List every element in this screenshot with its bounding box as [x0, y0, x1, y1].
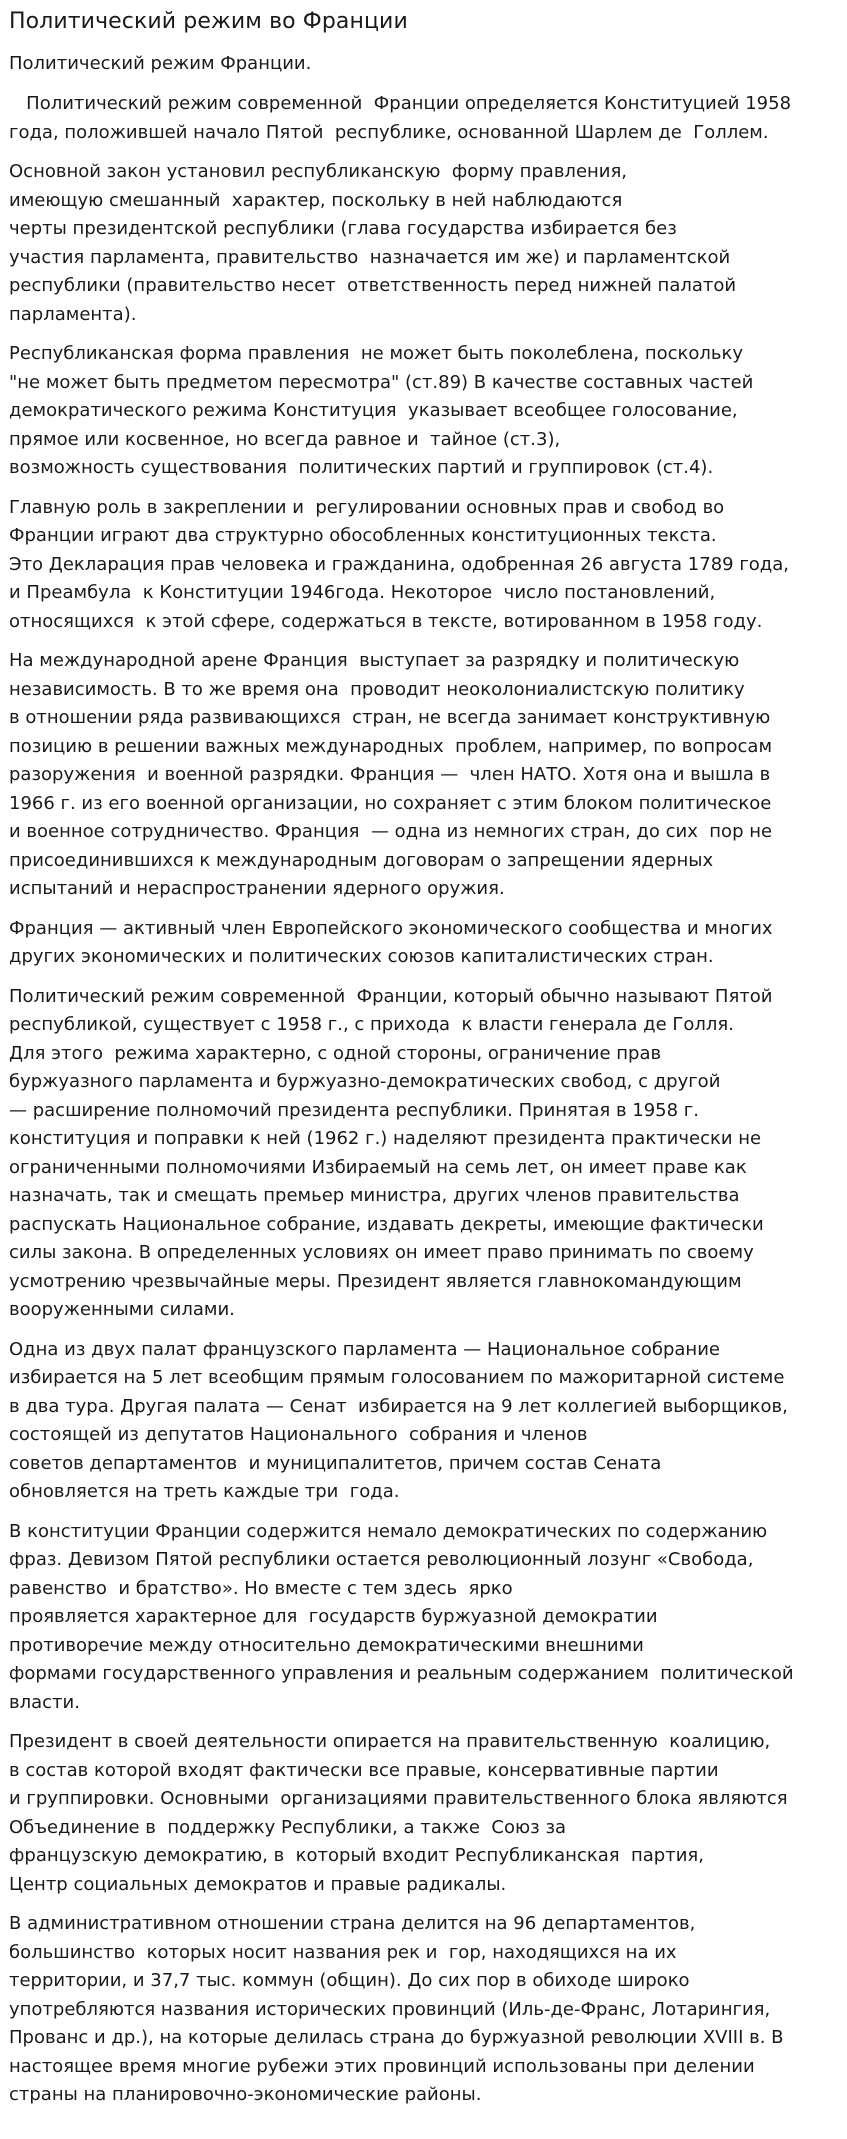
paragraph-line: возможность существования политических партий и группировок (ст.4).: [9, 457, 714, 478]
paragraph-line: года, положившей начало Пятой республике, основанной Шарлем де Голлем.: [9, 121, 769, 143]
paragraph-line: присоединившихся к международным договорам о запрещении ядерных: [9, 849, 714, 871]
paragraph-line: независимость. В то же время она проводит неоколониалистскую политику: [9, 678, 745, 700]
paragraph-line: участия парламента, правительство назначается им же) и парламентской: [9, 246, 731, 268]
paragraph-line: Президент в своей деятельности опирается на правительственную коалицию,: [9, 1731, 771, 1752]
paragraph-line: Франции играют два структурно обособленных конституционных текста.: [9, 525, 717, 546]
paragraph: [9, 1518, 835, 1718]
paragraph-line: страны на планировочно-экономические районы.: [9, 2084, 482, 2105]
paragraph: [9, 647, 835, 904]
paragraph-line: — расширение полномочий президента республики. Принятая в 1958 г.: [9, 1099, 699, 1121]
paragraph-line: Это Декларация прав человека и гражданина, одобренная 26 августа 1789 года,: [9, 553, 790, 575]
paragraph: [9, 494, 835, 637]
paragraph-line: состоящей из депутатов Национального собрания и членов: [9, 1424, 588, 1445]
paragraph-line: Объединение в поддержку Республики, а также Союз за: [9, 1816, 567, 1838]
paragraph-line: прямое или косвенное, но всегда равное и тайное (ст.3),: [9, 428, 561, 450]
paragraph-line: советов департаментов и муниципалитетов, причем состав Сената: [9, 1452, 662, 1474]
paragraph-line: "не может быть предметом пересмотра" (ст.89) В качестве составных частей: [9, 371, 754, 393]
paragraph-line: Главную роль в закреплении и регулировании основных прав и свобод во: [9, 496, 725, 518]
paragraph-line: конституция и поправки к ней (1962 г.) наделяют президента практически не: [9, 1128, 762, 1149]
paragraph: [9, 158, 835, 329]
paragraph-line: относящихся к этой сфере, содержаться в тексте, вотированном в 1958 году.: [9, 610, 763, 632]
paragraph-line: 1966 г. из его военной организации, но сохраняет с этим блоком политическое: [9, 792, 772, 814]
paragraph: [9, 915, 835, 972]
paragraph-line: Политический режим современной Франции определяется Конституцией 1958: [9, 93, 792, 114]
paragraph-line: употребляются названия исторических провинций (Иль-де-Франс, Лотарингия,: [9, 1998, 771, 2020]
paragraph-line: На международной арене Франция выступает за разрядку и политическую: [9, 650, 740, 671]
paragraph-line: Франция — активный член Европейского экономического сообщества и многих: [9, 917, 773, 939]
paragraph-line: в отношении ряда развивающихся стран, не всегда занимает конструктивную: [9, 707, 771, 728]
paragraph-line: В конституции Франции содержится немало демократических по содержанию: [9, 1520, 768, 1542]
paragraph-line: позицию в решении важных международных проблем, например, по вопросам: [9, 735, 773, 757]
paragraph-line: распускать Национальное собрание, издавать декреты, имеющие фактически: [9, 1213, 764, 1235]
paragraph-line: вооруженными силами.: [9, 1299, 235, 1320]
paragraph-line: Прованс и др.), на которые делилась страна до буржуазной революции XVIII в. В: [9, 2027, 784, 2048]
paragraph-line: Политический режим современной Франции, который обычно называют Пятой: [9, 985, 773, 1007]
paragraph-list: [9, 90, 835, 2110]
paragraph-line: черты президентской республики (глава государства избирается без: [9, 218, 677, 239]
paragraph-line: парламента).: [9, 303, 137, 325]
paragraph-line: и Преамбула к Конституции 1946года. Некоторое число постановлений,: [9, 582, 716, 603]
paragraph-line: и военное сотрудничество. Франция — одна из немногих стран, до сих пор не: [9, 821, 773, 842]
paragraph-line: назначать, так и смещать премьер министра, других членов правительства: [9, 1185, 740, 1206]
paragraph-line: других экономических и политических союзов капиталистических стран.: [9, 946, 714, 967]
paragraph-line: и группировки. Основными организациями правительственного блока являются: [9, 1788, 788, 1809]
paragraph: [9, 90, 835, 147]
paragraph-line: противоречие между относительно демократическими внешними: [9, 1634, 644, 1656]
paragraph-line: имеющую смешанный характер, поскольку в ней наблюдаются: [9, 189, 623, 211]
paragraph-line: разоружения и военной разрядки. Франция — член НАТО. Хотя она и вышла в: [9, 764, 771, 785]
paragraph-line: республикой, существует с 1958 г., с прихода к власти генерала де Голля.: [9, 1014, 734, 1035]
paragraph: [9, 1910, 835, 2110]
paragraph-line: Центр социальных демократов и правые радикалы.: [9, 1873, 507, 1895]
paragraph-line: большинство которых носит названия рек и гор, находящихся на их: [9, 1941, 677, 1963]
paragraph-line: настоящее время многие рубежи этих провинций использованы при делении: [9, 2055, 755, 2077]
paragraph-line: избирается на 5 лет всеобщим прямым голосованием по мажоритарной системе: [9, 1367, 785, 1388]
paragraph-line: формами государственного управления и реальным содержанием политической: [9, 1663, 794, 1684]
paragraph-line: Основной закон установил республиканскую форму правления,: [9, 161, 628, 182]
paragraph-line: в состав которой входят фактически все правые, консервативные партии: [9, 1759, 719, 1781]
paragraph-line: усмотрению чрезвычайные меры. Президент является главнокомандующим: [9, 1270, 742, 1292]
paragraph-line: ограниченными полномочиями Избираемый на семь лет, он имеет праве как: [9, 1156, 747, 1178]
paragraph-line: проявляется характерное для государств буржуазной демократии: [9, 1606, 658, 1627]
paragraph-line: фраз. Девизом Пятой республики остается революционный лозунг «Свобода,: [9, 1549, 754, 1570]
paragraph-line: равенство и братство». Но вместе с тем здесь ярко: [9, 1577, 513, 1599]
paragraph-line: Для этого режима характерно, с одной стороны, ограничение прав: [9, 1042, 662, 1064]
paragraph-line: Одна из двух палат французского парламента — Национальное собрание: [9, 1338, 720, 1360]
paragraph-line: французскую демократию, в который входит Республиканская партия,: [9, 1845, 704, 1866]
paragraph-line: в два тура. Другая палата — Сенат избирается на 9 лет коллегией выборщиков,: [9, 1395, 788, 1417]
document-subtitle: Политический режим Франции.: [9, 53, 312, 74]
paragraph-line: Республиканская форма правления не может быть поколеблена, поскольку: [9, 343, 744, 364]
paragraph-line: силы закона. В определенных условиях он имеет право принимать по своему: [9, 1242, 754, 1263]
paragraph: [9, 1728, 835, 1899]
paragraph-line: власти.: [9, 1691, 80, 1713]
paragraph-line: В административном отношении страна делится на 96 департаментов,: [9, 1913, 696, 1934]
paragraph-line: территории, и 37,7 тыс. коммун (общин). До сих пор в обиходе широко: [9, 1970, 690, 1991]
paragraph-line: республики (правительство несет ответственность перед нижней палатой: [9, 275, 737, 296]
paragraph: [9, 983, 835, 1325]
page-title: Политический режим во Франции: [9, 9, 408, 34]
paragraph-line: испытаний и нераспространении ядерного оружия.: [9, 878, 505, 899]
paragraph-line: обновляется на треть каждые три года.: [9, 1481, 400, 1502]
paragraph-line: буржуазного парламента и буржуазно-демократических свобод, с другой: [9, 1071, 721, 1092]
paragraph: [9, 340, 835, 483]
paragraph-line: демократического режима Конституция указывает всеобщее голосование,: [9, 400, 738, 421]
paragraph: [9, 1336, 835, 1507]
